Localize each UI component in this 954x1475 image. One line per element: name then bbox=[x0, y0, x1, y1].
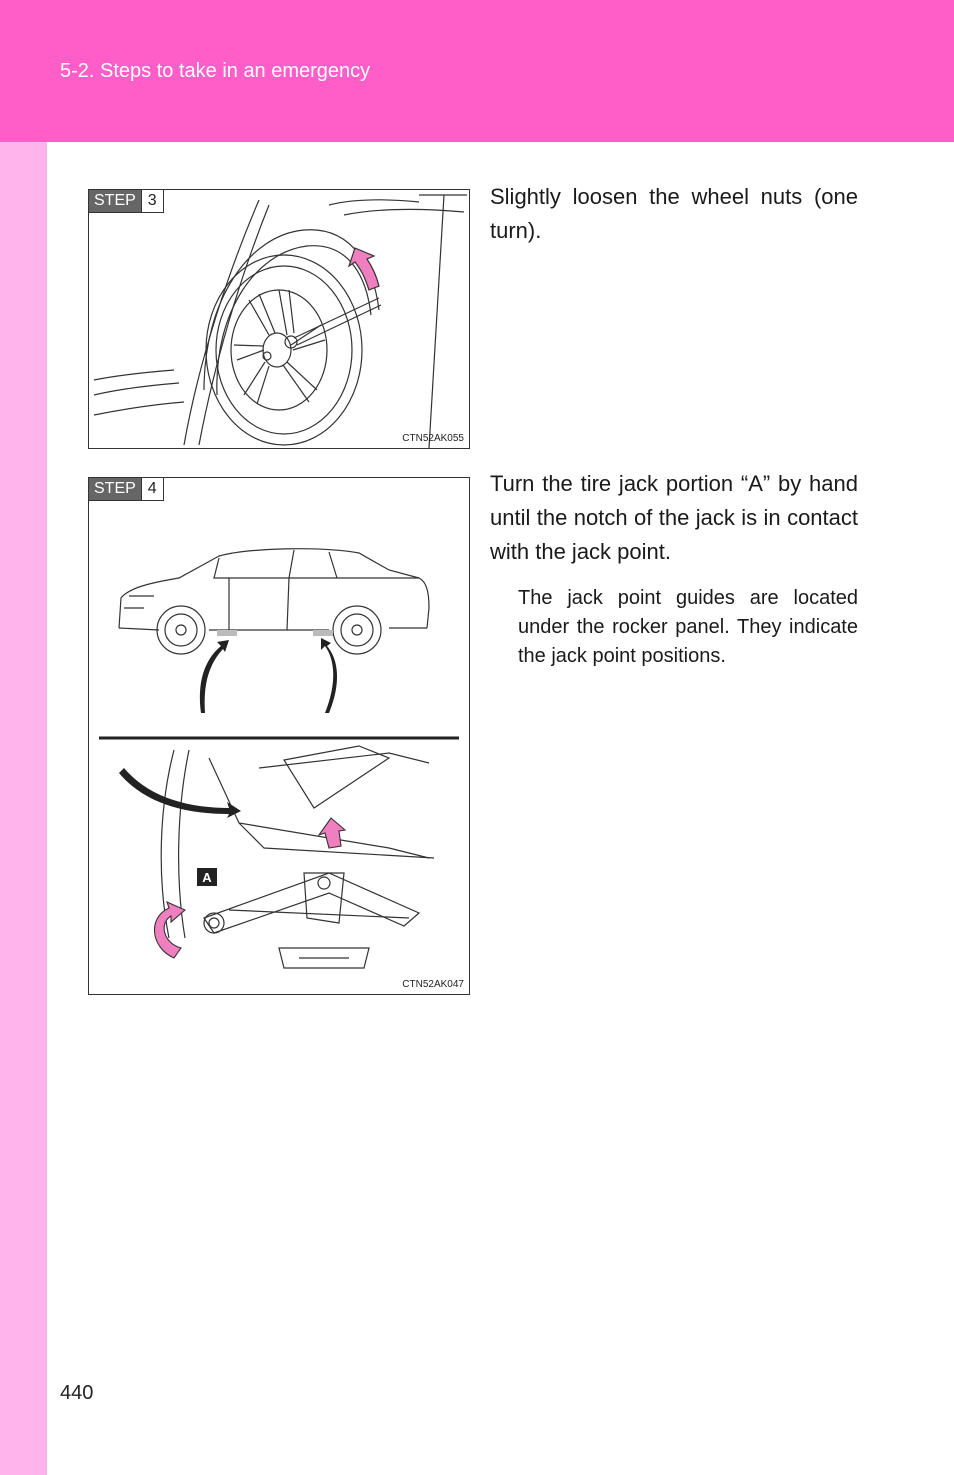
wheel-loosening-illustration bbox=[89, 190, 469, 448]
step-4-figure bbox=[88, 477, 470, 995]
label-a: A bbox=[202, 870, 212, 885]
figure-code: CTN52AK047 bbox=[402, 979, 464, 990]
lift-arrow bbox=[319, 818, 345, 848]
figure-code: CTN52AK055 bbox=[402, 433, 464, 444]
step-3-instruction: Slightly loosen the wheel nuts (one turn). bbox=[490, 184, 858, 243]
page-number: 440 bbox=[60, 1382, 94, 1404]
step-number: 4 bbox=[141, 478, 163, 500]
page-header bbox=[0, 0, 954, 142]
side-tab bbox=[0, 142, 47, 1475]
step-label: STEP bbox=[89, 478, 141, 500]
step-number: 3 bbox=[141, 190, 163, 212]
turn-arrow bbox=[154, 902, 185, 958]
jack-illustration bbox=[89, 478, 469, 994]
step-badge bbox=[89, 190, 164, 213]
step-4-instruction: Turn the tire jack portion “A” by hand until the notch of the jack is in contact with the jack point. bbox=[490, 471, 858, 564]
step-3-figure bbox=[88, 189, 470, 449]
step-label: STEP bbox=[89, 190, 141, 212]
section-title: 5-2. Steps to take in an emergency bbox=[60, 60, 371, 82]
jack-point-note: The jack point guides are located under the rocker panel. They indicate the jack point positions. bbox=[518, 587, 858, 667]
step-badge bbox=[89, 478, 164, 501]
